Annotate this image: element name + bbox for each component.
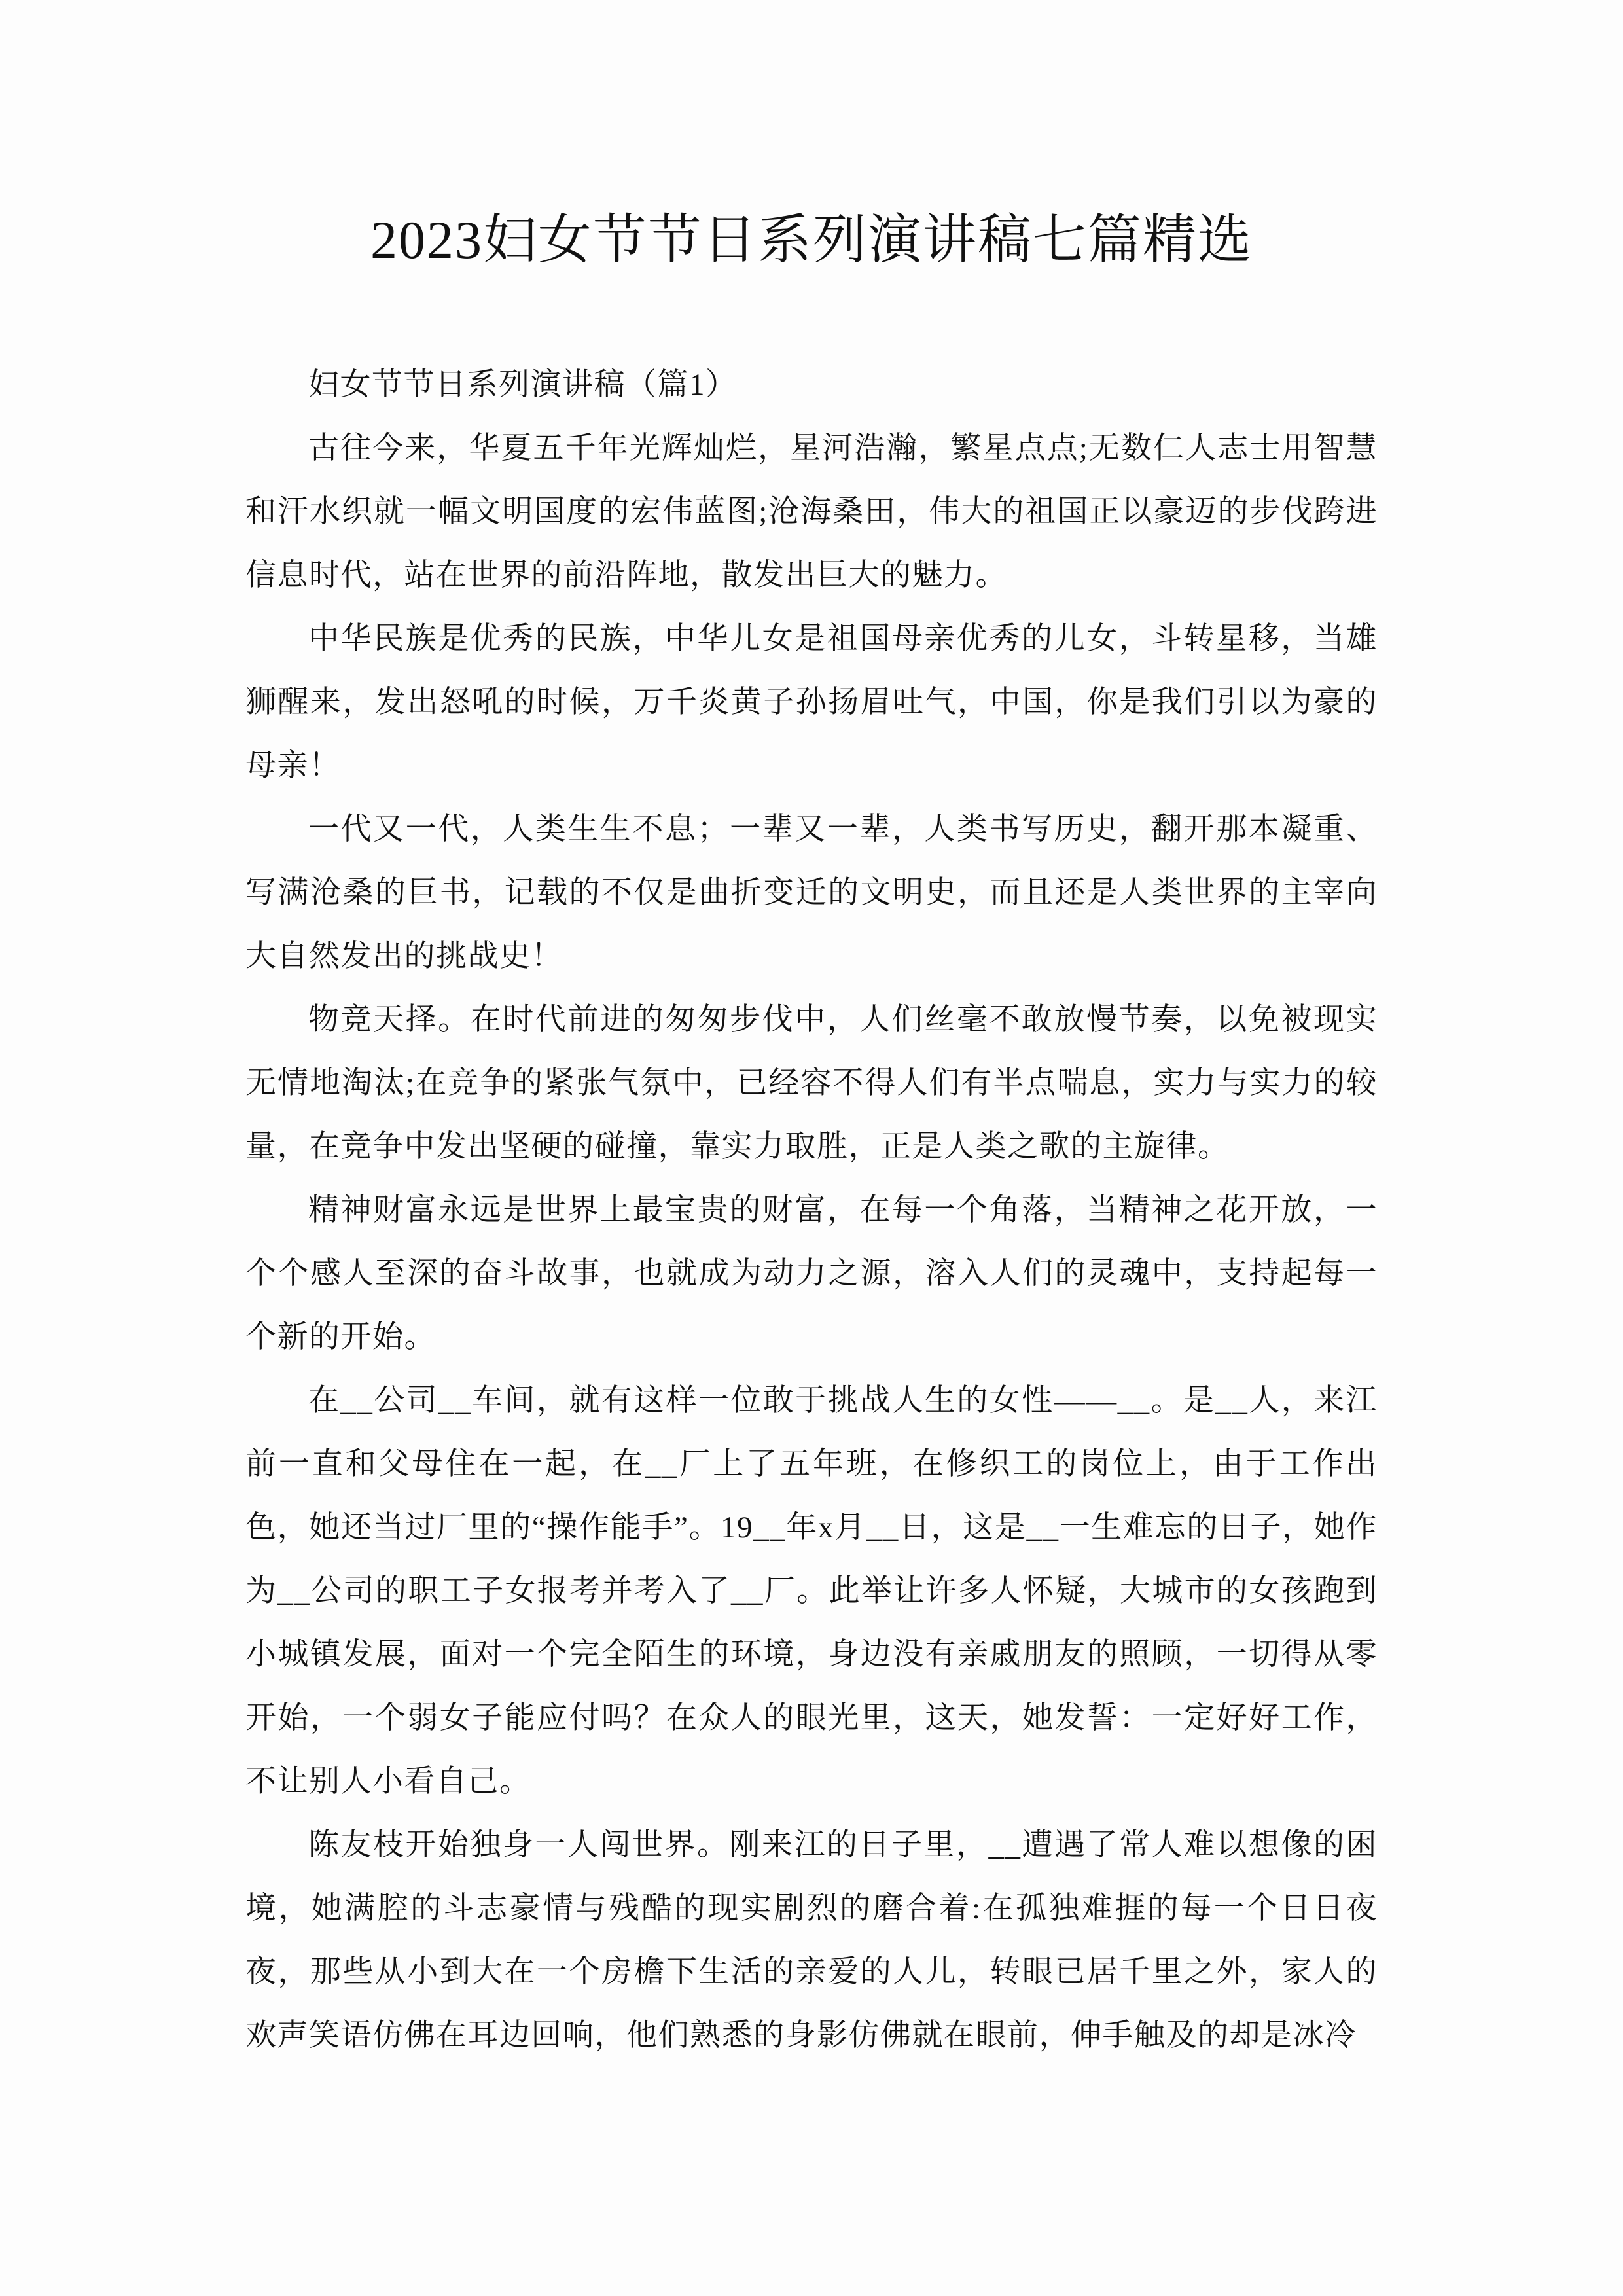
paragraph-7: 陈友枝开始独身一人闯世界。刚来江的日子里，__遭遇了常人难以想像的困境，她满腔的斗志豪情与残酷的现实剧烈的磨合着:在孤独难捱的每一个日日夜夜，那些从小到大在一个房檐下生活的亲爱的人儿，转眼已居千里之外，家人的欢声笑语仿佛在耳边回响，他们熟悉的身影仿佛就在眼前，伸手触及的却是冰冷 [245,1828,1378,2053]
document-body [245,353,1378,2068]
paragraph-5: 精神财富永远是世界上最宝贵的财富，在每一个角落，当精神之花开放，一个个感人至深的奋斗故事，也就成为动力之源，溶入人们的灵魂中，支持起每一个新的开始。 [245,1193,1378,1354]
paragraph-1: 古往今来，华夏五千年光辉灿烂，星河浩瀚，繁星点点;无数仁人志士用智慧和汗水织就一幅文明国度的宏伟蓝图;沧海桑田，伟大的祖国正以豪迈的步伐跨进信息时代，站在世界的前沿阵地，散发出巨大的魅力。 [245,431,1378,592]
paragraph-3: 一代又一代，人类生生不息；一辈又一辈，人类书写历史，翻开那本凝重、写满沧桑的巨书，记载的不仅是曲折变迁的文明史，而且还是人类世界的主宰向大自然发出的挑战史！ [245,812,1378,973]
section-heading: 妇女节节日系列演讲稿（篇1） [308,368,738,402]
paragraph-6: 在__公司__车间，就有这样一位敢于挑战人生的女性——__。是__人，来江前一直和父母住在一起，在__厂上了五年班，在修织工的岗位上，由于工作出色，她还当过厂里的“操作能手”。19__年x月__日，这是__一生难忘的日子，她作为__公司的职工子女报考并考入了__厂。此举让许多人怀疑，大城市的女孩跑到小城镇发展，面对一个完全陌生的环境，身边没有亲戚朋友的照顾，一切得从零开始，一个弱女子能应付吗？在众人的眼光里，这天，她发誓：一定好好工作，不让别人小看自己。 [245,1384,1378,1799]
paragraph-2: 中华民族是优秀的民族，中华儿女是祖国母亲优秀的儿女，斗转星移，当雄狮醒来，发出怒吼的时候，万千炎黄子孙扬眉吐气，中国，你是我们引以为豪的母亲！ [245,622,1378,783]
paragraph-4: 物竞天择。在时代前进的匆匆步伐中，人们丝毫不敢放慢节奏，以免被现实无情地淘汰;在竞争的紧张气氛中，已经容不得人们有半点喘息，实力与实力的较量，在竞争中发出坚硬的碰撞，靠实力取胜，正是人类之歌的主旋律。 [245,1003,1378,1164]
document-title: 2023妇女节节日系列演讲稿七篇精选 [370,210,1253,270]
